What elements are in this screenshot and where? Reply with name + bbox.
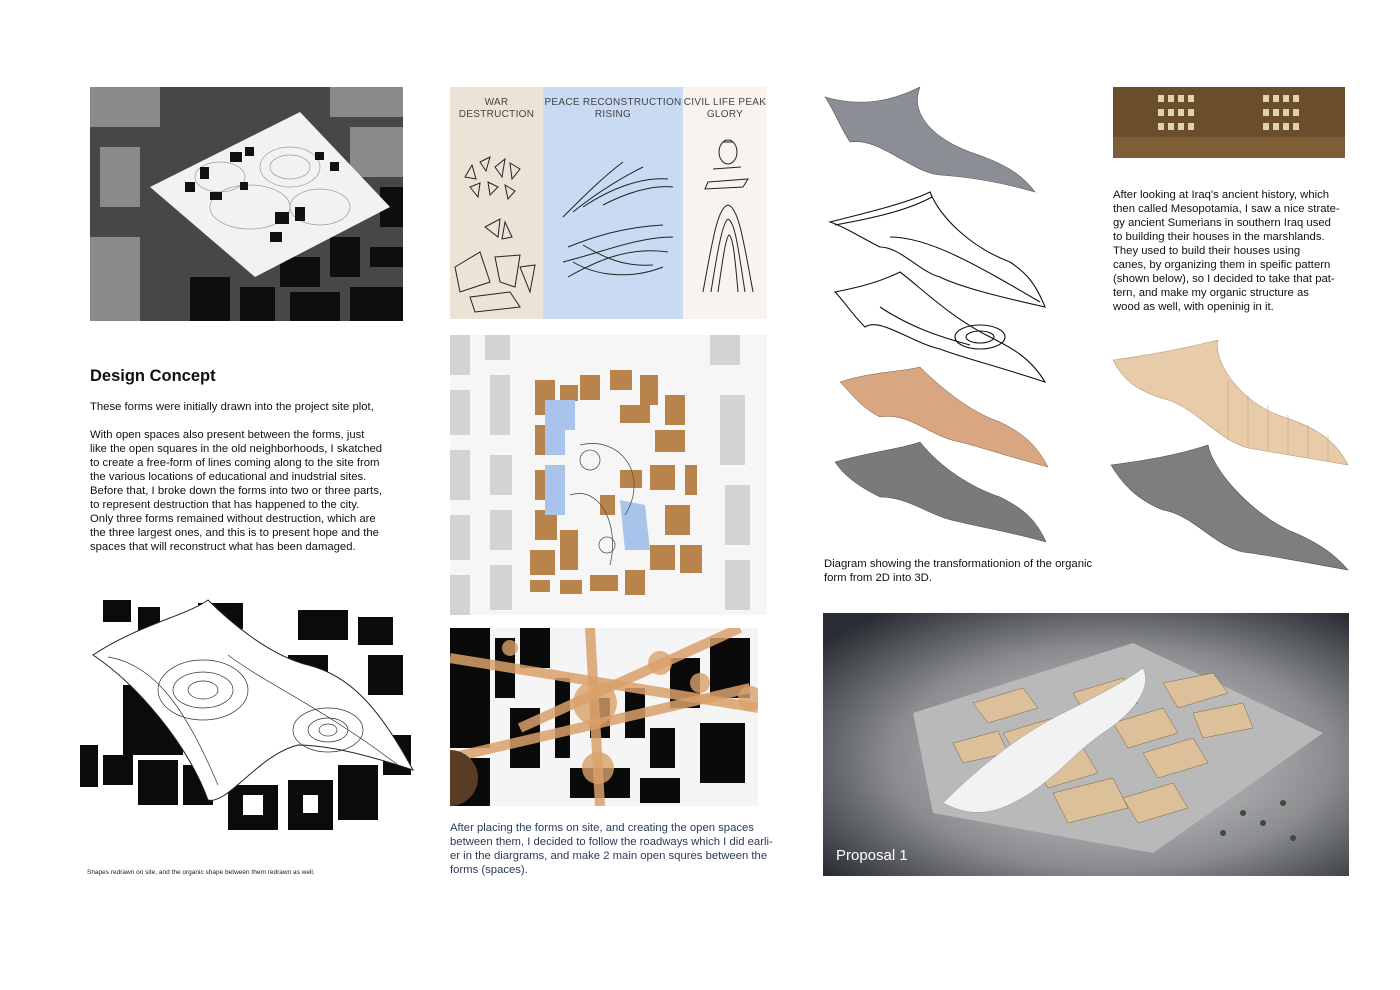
cane-house-photo xyxy=(1113,87,1345,158)
proposal-render xyxy=(823,613,1349,876)
roadways-plan xyxy=(450,628,758,806)
slatted-wood-forms xyxy=(1108,340,1353,572)
site-model-photo xyxy=(90,87,403,321)
civil-band xyxy=(683,87,767,319)
organic-shape-plan xyxy=(78,595,418,845)
concept-body-text: With open spaces also present between the forms, just like the open squares in the old neighborhoods, I skatched to create a free-form of lines coming along to the site from the various locations of educational and inudstrial sites. Before that, I broke down the forms into two or three parts, to represent destruction that has happened to the city. Only three forms remained without destruction, which are the three largest ones, and this is to present hope and the spaces that will reconstruct what has been damaged. xyxy=(90,429,383,553)
site-plan-colored xyxy=(450,335,767,615)
peace-band xyxy=(543,87,683,319)
war-band xyxy=(450,87,543,319)
shapes-caption: Shapes redrawn on site, and the organic shape between them redrawn as well. xyxy=(87,869,315,876)
transformation-diagram xyxy=(820,87,1060,557)
transformation-caption: Diagram showing the transformationion of the organic form from 2D into 3D. xyxy=(824,558,1093,584)
page-title: Design Concept xyxy=(90,367,216,385)
iraq-history-text: After looking at Iraq's ancient history, which then called Mesopotamia, I saw a nice strate- gy ancient Sumerians in southern Iraq used to building their houses in the marshlands. They used to build their houses using canes, by organizing them in speific pattern (shown below), so I decided to take that pat- tern, and make my organic structure as wood as well, with openinig in it. xyxy=(1113,189,1340,313)
peace-band-label: PEACE RECONSTRUCTION RISING xyxy=(544,97,682,120)
civil-band-label: CIVIL LIFE PEAK GLORY xyxy=(683,97,767,120)
roadways-caption: After placing the forms on site, and creating the open spaces between them, I decided to follow the roadways which I did earli- er in the diargrams, and make 2 main open squres between the forms (spaces). xyxy=(450,822,773,876)
concept-intro-text: These forms were initially drawn into the project site plot, xyxy=(90,401,374,413)
war-band-label: WAR DESTRUCTION xyxy=(458,97,535,120)
proposal-label: Proposal 1 xyxy=(836,847,908,864)
